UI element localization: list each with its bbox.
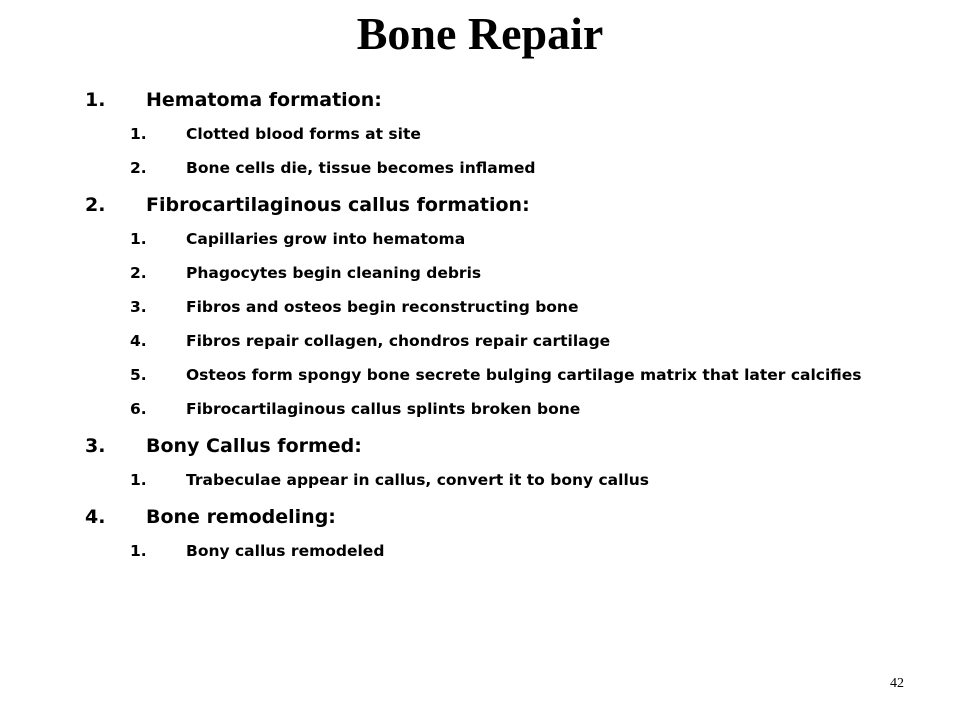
list-item-text: Fibros and osteos begin reconstructing bone — [186, 298, 579, 316]
list-item — [0, 227, 960, 251]
section-number: 2. — [85, 194, 106, 216]
section-number: 4. — [85, 506, 106, 528]
section-bony-callus — [0, 431, 960, 492]
list-item-text: Bone cells die, tissue becomes inflamed — [186, 159, 536, 177]
section-heading-text: Hematoma formation: — [146, 89, 382, 111]
slide-content — [0, 85, 960, 573]
list-item-number: 1. — [130, 471, 147, 489]
list-item-text: Clotted blood forms at site — [186, 125, 421, 143]
list-item-text: Capillaries grow into hematoma — [186, 230, 466, 248]
section-heading-text: Bone remodeling: — [146, 506, 336, 528]
list-item-number: 4. — [130, 332, 147, 350]
list-item-number: 2. — [130, 264, 147, 282]
list-item — [0, 295, 960, 319]
list-item-number: 5. — [130, 366, 147, 384]
section-number: 1. — [85, 89, 106, 111]
list-item — [0, 122, 960, 146]
list-item-number: 3. — [130, 298, 147, 316]
list-item-text: Fibros repair collagen, chondros repair cartilage — [186, 332, 611, 350]
list-item-number: 1. — [130, 542, 147, 560]
list-item-text: Osteos form spongy bone secrete bulging cartilage matrix that later calcifies — [186, 366, 862, 384]
section-fibrocartilaginous-callus — [0, 190, 960, 421]
list-item-text: Phagocytes begin cleaning debris — [186, 264, 482, 282]
list-item-text: Trabeculae appear in callus, convert it to bony callus — [186, 471, 650, 489]
list-item — [0, 468, 960, 492]
slide-title: Bone Repair — [356, 8, 604, 59]
list-item — [0, 539, 960, 563]
list-item-number: 2. — [130, 159, 147, 177]
list-item-number: 1. — [130, 230, 147, 248]
list-item — [0, 363, 960, 387]
list-item-text: Fibrocartilaginous callus splints broken bone — [186, 400, 581, 418]
page-number: 42 — [890, 676, 904, 691]
section-heading-text: Bony Callus formed: — [146, 435, 362, 457]
section-heading — [0, 502, 960, 532]
list-item-number: 1. — [130, 125, 147, 143]
section-bone-remodeling — [0, 502, 960, 563]
section-number: 3. — [85, 435, 106, 457]
section-hematoma — [0, 85, 960, 180]
list-item-number: 6. — [130, 400, 147, 418]
section-heading — [0, 85, 960, 115]
list-item — [0, 261, 960, 285]
section-heading-text: Fibrocartilaginous callus formation: — [146, 194, 530, 216]
list-item-text: Bony callus remodeled — [186, 542, 385, 560]
section-heading — [0, 190, 960, 220]
list-item — [0, 156, 960, 180]
section-heading — [0, 431, 960, 461]
list-item — [0, 329, 960, 353]
list-item — [0, 397, 960, 421]
